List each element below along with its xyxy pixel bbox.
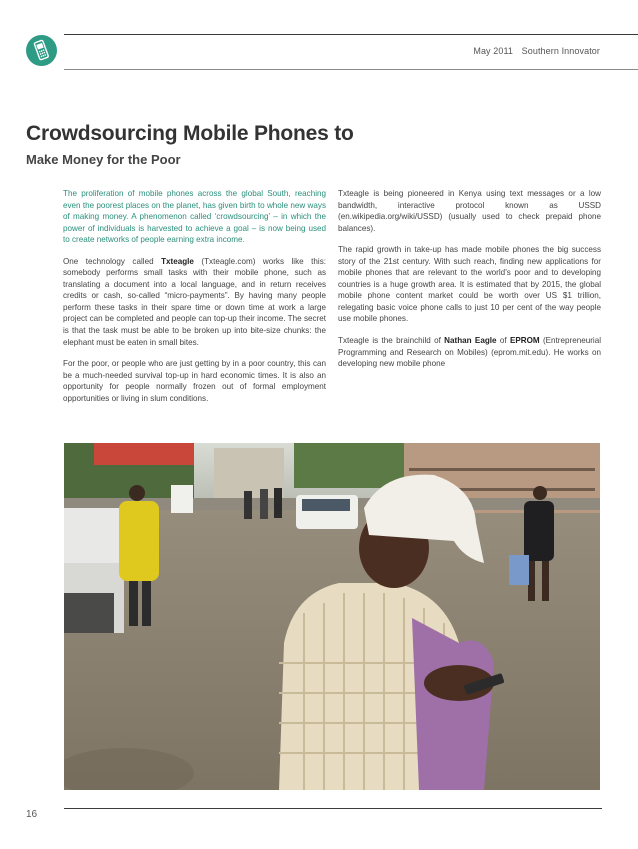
article-subtitle: Make Money for the Poor [26,152,181,167]
footer-rule [64,808,602,809]
street-photo [64,443,600,790]
page-number: 16 [26,809,38,820]
intro-paragraph: The proliferation of mobile phones across the global South, reaching even the poorest places on the planet, has given birth to whole new ways of making money. A phenomenon called ‘crowdsourcing’ – in which the power of individuals is harvested to achieve a goal – is now being used to create networks of people earning extra income. [63,189,326,245]
text-run: Txteagle is the brainchild of [338,336,445,346]
paragraph-txteagle [63,256,326,348]
photo-illustration [64,443,600,790]
article-title: Crowdsourcing Mobile Phones to [26,122,354,145]
header-bottom-rule [64,69,638,70]
text-run: (Entrepreneurial Programming and Research on Mobiles) (eprom.mit.edu). He works on developing new mobile phone [338,336,601,369]
header-date: May 2011 [473,46,514,56]
text-column-right [338,188,601,380]
bold-org: EPROM [509,336,540,346]
paragraph-poor: For the poor, or people who are just getting by in a poor country, this can be a much-needed survival top-up in hard economic times. It is also an opportunity for people normally frozen out of formal employment opportunities or living in slum conditions. [63,359,326,403]
running-header [473,46,600,56]
text-run: of [496,336,510,346]
text-run: (Txteagle.com) works like this: somebody performs small tasks with their mobile phone, such as translating a document into a local language, and in return receives credits or cash, so-called “micro-payments”. By having many people perform these tasks in their spare time or down time at work a large project can be completed and people can top-up their income. The secret is that the task must be able to be broken up into bite-size chunks: the elephant must be eaten in small bites. [63,256,326,347]
header-top-rule [64,34,638,35]
text-column-left [63,188,326,414]
paragraph-growth: The rapid growth in take-up has made mobile phones the big success story of the 21st century. With such reach, finding new applications for mobile phones that are relevant to the world’s poor and to developing countries is a huge growth area. It is estimated that by 2015, the global mobile phone content market could be worth over US $1 trillion, relegating basic voice phone calls to just 10 per cent of the way people use mobile phones. [338,245,601,324]
bold-term: Txteagle [161,256,194,266]
mobile-phone-glyph [26,35,57,66]
mobile-phone-icon [26,35,57,66]
paragraph-brainchild [338,335,601,370]
bold-name: Nathan Eagle [444,336,497,346]
header-publication: Southern Innovator [521,46,600,56]
text-run: One technology called [63,256,162,266]
paragraph-kenya: Txteagle is being pioneered in Kenya using text messages or a low bandwidth, interactive protocol known as USSD (en.wikipedia.org/wiki/USSD) (usually used to check prepaid phone balances). [338,189,601,233]
